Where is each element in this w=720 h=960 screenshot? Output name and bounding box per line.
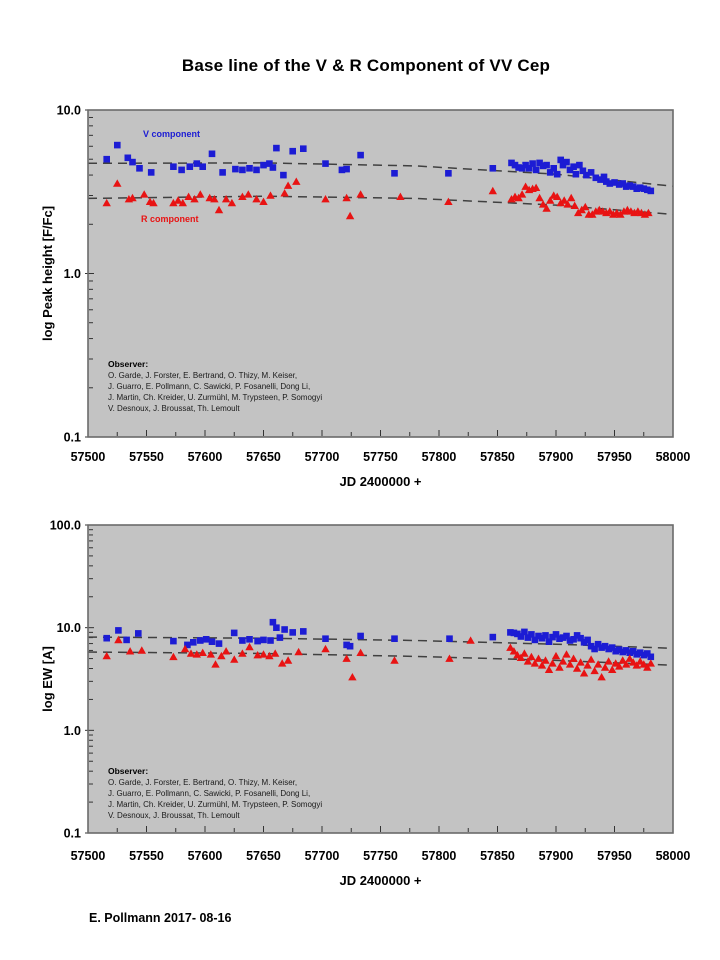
data-point	[570, 163, 577, 170]
x-tick-label: 57900	[538, 849, 574, 863]
data-point	[239, 167, 246, 174]
y-tick-label: 10.0	[56, 621, 81, 636]
x-tick-label: 57650	[246, 450, 281, 464]
x-axis-title: JD 2400000 +	[339, 873, 422, 888]
data-point	[253, 167, 260, 174]
observer-annotation-top	[108, 359, 322, 414]
data-point	[114, 142, 121, 149]
data-point	[231, 630, 238, 637]
data-point	[277, 634, 284, 641]
x-tick-label: 57500	[70, 849, 106, 863]
y-tick-label: 1.0	[63, 723, 81, 738]
observer-heading: Observer:	[108, 359, 149, 369]
data-point	[170, 638, 177, 645]
data-point	[232, 166, 239, 173]
data-point	[543, 162, 550, 169]
data-point	[254, 638, 261, 645]
data-point	[123, 637, 130, 644]
data-point	[187, 163, 194, 170]
x-tick-label: 57800	[421, 450, 457, 464]
legend-r-component: R component	[141, 214, 199, 224]
data-point	[209, 151, 216, 158]
data-point	[103, 635, 110, 642]
observer-annotation-bottom	[108, 766, 322, 821]
data-point	[197, 637, 204, 644]
data-point	[136, 165, 143, 172]
data-point	[347, 643, 354, 650]
x-tick-label: 57600	[187, 450, 223, 464]
data-point	[322, 635, 329, 642]
data-point	[280, 172, 287, 179]
observer-line: O. Garde, J. Forster, E. Bertrand, O. Thizy, M. Keiser,	[108, 371, 298, 380]
x-tick-label: 57650	[246, 849, 281, 863]
data-point	[270, 164, 277, 171]
data-point	[281, 626, 288, 633]
data-point	[203, 636, 210, 643]
data-point	[357, 633, 364, 640]
data-point	[533, 167, 540, 174]
bottom-chart	[40, 519, 690, 889]
data-point	[584, 637, 591, 644]
data-point	[246, 636, 253, 643]
x-tick-label: 57950	[597, 849, 632, 863]
y-tick-label: 10.0	[56, 103, 81, 118]
data-point	[260, 162, 267, 169]
data-point	[129, 159, 136, 166]
y-axis-title: log Peak height [F/Fc]	[40, 205, 55, 342]
x-tick-label: 57750	[363, 849, 398, 863]
observer-line: V. Desnoux, J. Broussat, Th. Lemoult	[108, 811, 240, 820]
y-tick-label: 100.0	[49, 518, 81, 533]
data-point	[219, 169, 226, 176]
x-tick-label: 57550	[129, 450, 164, 464]
data-point	[648, 188, 655, 195]
top-chart	[40, 104, 690, 490]
y-tick-label: 0.1	[63, 826, 81, 841]
data-point	[178, 167, 185, 174]
page-title: Base line of the V & R Component of VV Cep	[181, 56, 551, 75]
observer-heading: Observer:	[108, 766, 149, 776]
x-tick-label: 57600	[187, 849, 223, 863]
data-point	[391, 635, 398, 642]
x-tick-label: 57700	[304, 450, 340, 464]
data-point	[300, 628, 307, 635]
data-point	[135, 630, 142, 637]
data-point	[273, 624, 280, 631]
data-point	[300, 145, 307, 152]
data-point	[550, 165, 557, 172]
data-point	[209, 638, 216, 645]
observer-line: V. Desnoux, J. Broussat, Th. Lemoult	[108, 404, 240, 413]
data-point	[554, 171, 561, 178]
data-point	[445, 170, 452, 177]
x-tick-label: 57750	[363, 450, 398, 464]
x-tick-label: 57800	[421, 849, 457, 863]
data-point	[260, 637, 267, 644]
data-point	[563, 159, 570, 166]
x-axis-title: JD 2400000 +	[339, 474, 422, 489]
x-tick-label: 57850	[480, 450, 515, 464]
data-point	[216, 640, 223, 647]
data-point	[239, 637, 246, 644]
data-point	[267, 637, 274, 644]
observer-line: J. Martin, Ch. Kreider, U. Zurmühl, M. Trypsteen, P. Somogyi	[108, 800, 323, 809]
data-point	[391, 170, 398, 177]
data-point	[490, 165, 497, 172]
data-point	[273, 145, 280, 152]
data-point	[289, 148, 296, 155]
data-point	[190, 639, 197, 646]
x-tick-label: 57700	[304, 849, 340, 863]
data-point	[576, 162, 583, 169]
data-point	[648, 654, 655, 661]
author-date-footer: E. Pollmann 2017- 08-16	[89, 911, 232, 925]
x-tick-label: 57550	[129, 849, 164, 863]
observer-line: O. Garde, J. Forster, E. Bertrand, O. Thizy, M. Keiser,	[108, 778, 298, 787]
data-point	[529, 160, 536, 167]
data-point	[521, 629, 528, 636]
data-point	[573, 171, 580, 178]
observer-line: J. Guarro, E. Pollmann, C. Sawicki, P. Fosanelli, Dong Li,	[108, 382, 311, 391]
y-axis-title: log EW [A]	[40, 646, 55, 712]
y-tick-label: 0.1	[63, 430, 81, 445]
data-point	[246, 165, 253, 172]
data-point	[199, 163, 206, 170]
data-point	[343, 166, 350, 173]
data-point	[446, 635, 453, 642]
data-point	[148, 169, 155, 176]
data-point	[289, 629, 296, 636]
data-point	[103, 156, 110, 163]
data-point	[170, 163, 177, 170]
x-tick-label: 57950	[597, 450, 632, 464]
x-tick-label: 58000	[655, 849, 691, 863]
x-tick-label: 57500	[70, 450, 106, 464]
observer-line: J. Martin, Ch. Kreider, U. Zurmühl, M. Trypsteen, P. Somogyi	[108, 393, 323, 402]
legend-v-component: V component	[143, 129, 201, 139]
data-point	[490, 634, 497, 641]
y-tick-label: 1.0	[63, 267, 81, 281]
data-point	[322, 160, 329, 167]
x-tick-label: 57900	[538, 450, 574, 464]
x-tick-label: 58000	[655, 450, 691, 464]
data-point	[194, 160, 201, 167]
data-point	[542, 632, 549, 639]
data-point	[115, 627, 122, 634]
x-tick-label: 57850	[480, 849, 515, 863]
data-point	[357, 152, 364, 159]
observer-line: J. Guarro, E. Pollmann, C. Sawicki, P. Fosanelli, Dong Li,	[108, 789, 311, 798]
